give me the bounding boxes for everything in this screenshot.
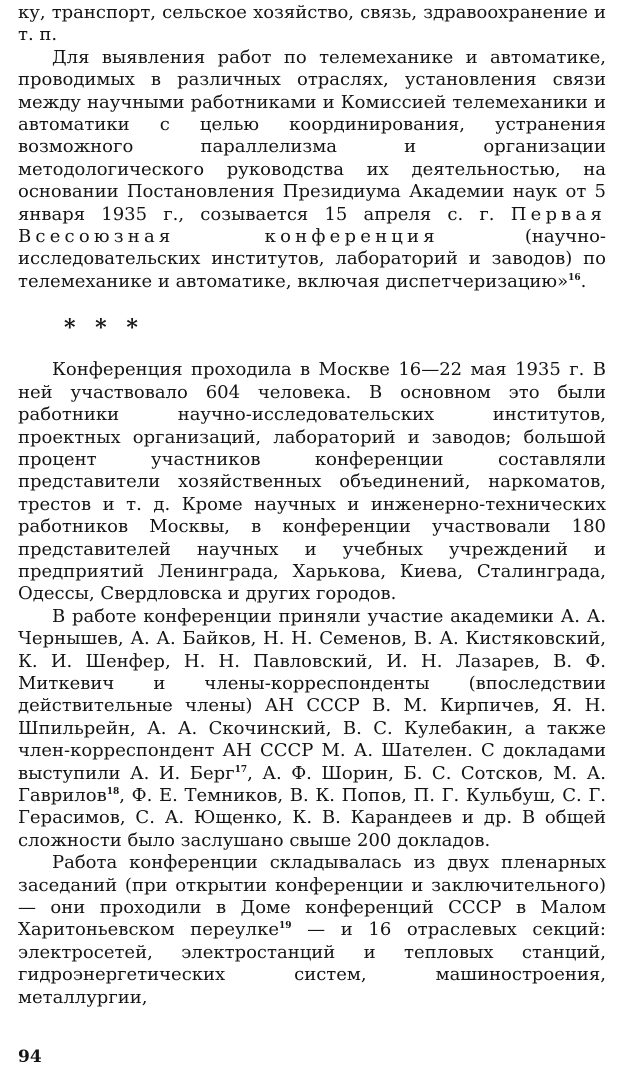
footnote-ref-19: 19	[279, 921, 292, 932]
text-run: , Ф. Е. Темников, В. К. Попов, П. Г. Кульбуш, С. Г. Герасимов, С. А. Ющенко, К. В. Карандеев и др. В общей сложности было заслушано свыше 200 докладов.	[18, 785, 606, 851]
text-run: Для выявления работ по телемеханике и автоматике, проводимых в различных отраслях, установления связи между научными работниками и Комиссией телемеханики и автоматики с целью координирования, устранения возможного параллелизма и организации методологического руководства их деятельностью, на основании Постановления Президиума Академии наук от 5 января 1935 г., созывается 15 апреля с. г.	[18, 46, 606, 225]
paragraph-conference: Конференция проходила в Москве 16—22 мая 1935 г. В ней участвовало 604 человека. В основном это были работники научно-исследовательских институтов, проектных организаций, лабораторий и заводов; большой процент участников конференции составляли представители хозяйственных объединений, наркоматов, трестов и т. д. Кроме научных и инженерно-технических работников Москвы, в конференции участвовали 180 представителей научных и учебных учреждений и предприятий Ленинграда, Харькова, Киева, Сталинграда, Одессы, Свердловска и других городов.	[18, 359, 606, 605]
spaced-emphasis: Первая Всесоюзная конференция	[18, 203, 606, 248]
text-run: (научно-исследовательских институтов, лабораторий и заводов) по телемеханике и автоматике, включая диспетчеризацию»	[18, 226, 606, 292]
text-run: В работе конференции приняли участие академики А. А. Чернышев, А. А. Байков, Н. Н. Семенов, В. А. Кистяковский, К. И. Шенфер, Н. Н. Павловский, И. Н. Лазарев, В. Ф. Миткевич и члены-корреспонденты (впоследствии действительные члены) АН СССР В. М. Кирпичев, Я. Н. Шпильрейн, А. А. Скочинский, В. С. Кулебакин, а также член-корреспондент АН СССР М. А. Шателен. С докладами выступили А. И. Берг	[18, 605, 606, 784]
page-number: 94	[18, 1047, 42, 1067]
text-run: , А. Ф. Шорин, Б. С. Сотсков, М. А. Гаврилов	[18, 762, 606, 806]
text-run: — и 16 отраслевых секций: электросетей, электростанций и тепловых станций, гидроэнергетических систем, машиностроения, металлургии,	[18, 919, 606, 1008]
paragraph-continuation: ку, транспорт, сельское хозяйство, связь, здравоохранение и т. п.	[18, 2, 606, 46]
section-separator: * * *	[64, 315, 138, 342]
footnote-ref-16: 16	[568, 272, 581, 283]
paragraph-quote	[18, 47, 606, 293]
paragraph-participants	[18, 606, 606, 852]
footnote-ref-18: 18	[106, 787, 120, 797]
footnote-ref-17: 17	[234, 764, 248, 775]
text-run: Работа конференции складывалась из двух пленарных заседаний (при открытии конференции и заключительного) — они проходили в Доме конференций СССР в Малом Харитоньевском переулке	[18, 852, 606, 941]
paragraph-sessions	[18, 852, 606, 1009]
text-run: .	[580, 270, 587, 292]
